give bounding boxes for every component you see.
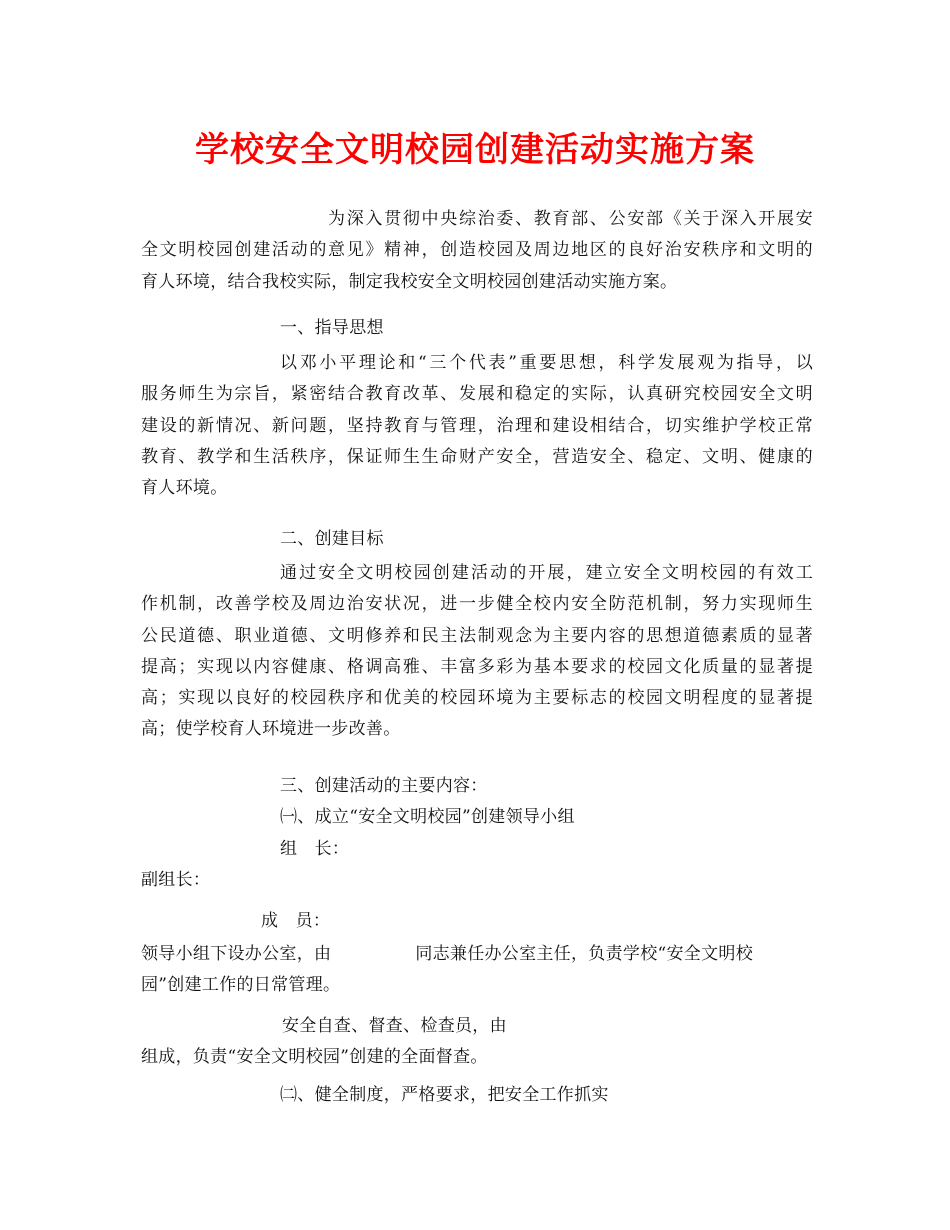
text-line: 公民道德、职业道德、文明修养和民主法制观念为主要内容的思想道德素质的显著: [141, 625, 813, 646]
section-heading-main-content: [141, 771, 813, 896]
section-heading-guiding-thought: [141, 313, 813, 344]
text-line: 服务师生为宗旨，紧密结合教育改革、发展和稳定的实际，认真研究校园安全文明: [141, 384, 813, 405]
text-segment: 领导小组下设办公室，由: [141, 944, 332, 964]
members-label: 成 员：: [261, 911, 331, 931]
office-paragraph: [141, 939, 813, 1002]
section-heading-goals: [141, 524, 813, 555]
guiding-thought-paragraph: [141, 348, 813, 504]
section-heading: 二、创建目标: [280, 529, 384, 549]
members-block: [141, 906, 813, 937]
deputy-leader-label: 副组长：: [141, 869, 211, 890]
subsection-heading: ㈠、成立“安全文明校园”创建领导小组: [280, 807, 575, 828]
subsection-two: [141, 1080, 813, 1111]
text-line: 建设的新情况、新问题，坚持教育与管理，治理和建设相结合，切实维护学校正常: [141, 415, 813, 436]
text-line: 为深入贯彻中央综治委、教育部、公安部《关于深入开展安: [328, 209, 813, 229]
text-line: 高；使学校育人环境进一步改善。: [141, 719, 401, 740]
text-line: 通过安全文明校园创建活动的开展，建立安全文明校园的有效工: [280, 563, 813, 583]
text-line: 全文明校园创建活动的意见》精神，创造校园及周边地区的良好治安秩序和文明的: [141, 240, 813, 261]
intro-paragraph: [141, 204, 813, 298]
section-heading: 一、指导思想: [280, 318, 384, 338]
text-line: 育人环境，结合我校实际，制定我校安全文明校园创建活动实施方案。: [141, 271, 678, 292]
text-line: 作机制，改善学校及周边治安状况，进一步健全校内安全防范机制，努力实现师生: [141, 594, 813, 615]
text-line: [141, 939, 813, 970]
text-line: 园”创建工作的日常管理。: [141, 975, 341, 996]
text-line: 组成，负责“安全文明校园”创建的全面督查。: [141, 1047, 488, 1068]
text-line: 提高；实现以内容健康、格调高雅、丰富多彩为基本要求的校园文化质量的显著提: [141, 656, 813, 677]
text-line: 教育、教学和生活秩序，保证师生生命财产安全，营造安全、稳定、文明、健康的: [141, 446, 813, 467]
text-line: 安全自查、督查、检查员，由: [282, 1016, 507, 1036]
inspector-paragraph: [141, 1011, 813, 1074]
subsection-heading: ㈡、健全制度，严格要求，把安全工作抓实: [280, 1085, 609, 1105]
text-line: 以邓小平理论和“三个代表”重要思想，科学发展观为指导，以: [280, 353, 813, 373]
document-title: 学校安全文明校园创建活动实施方案: [195, 130, 755, 170]
text-segment: 同志兼任办公室主任，负责学校“安全文明校: [415, 944, 754, 964]
goals-paragraph: [141, 558, 813, 746]
section-heading: 三、创建活动的主要内容：: [280, 776, 488, 796]
text-line: 高；实现以良好的校园秩序和优美的校园环境为主要标志的校园文明程度的显著提: [141, 688, 813, 709]
leader-label: 组 长：: [280, 838, 350, 859]
text-line: 育人环境。: [141, 478, 228, 499]
